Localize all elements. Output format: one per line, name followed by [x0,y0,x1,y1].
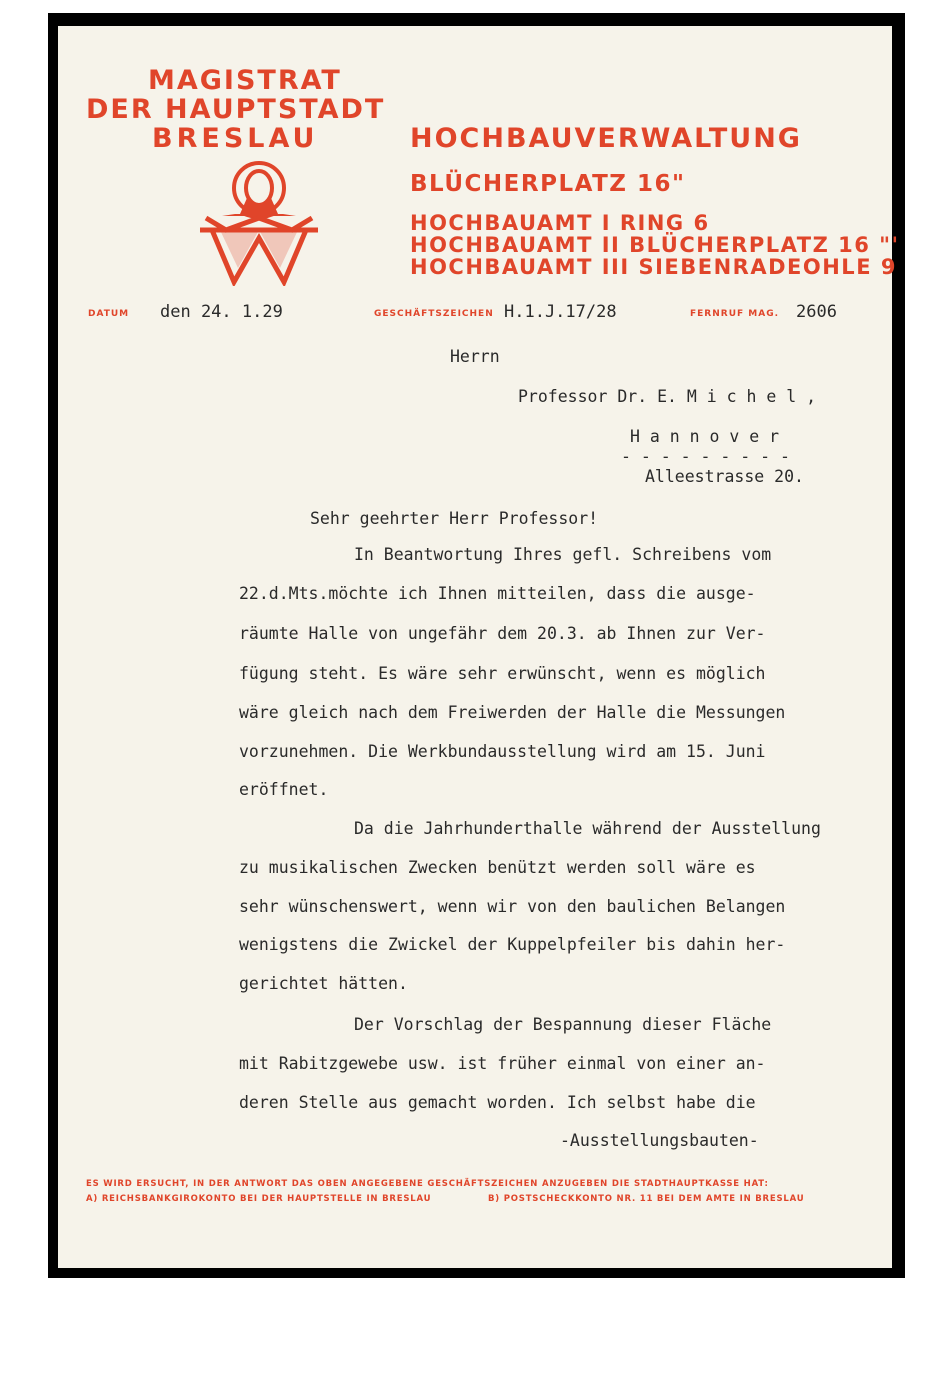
recipient-name: Professor Dr. E. M i c h e l , [518,387,817,406]
body-line: wäre gleich nach dem Freiwerden der Halle die Messungen [239,703,786,722]
body-line: eröffnet. [239,780,329,799]
body-line: Der Vorschlag der Bespannung dieser Fläche [354,1015,772,1034]
body-line: wenigstens die Zwickel der Kuppelpfeiler bis dahin her- [239,935,786,954]
recipient-city: H a n n o v e r [630,427,780,446]
body-line: Da die Jahrhunderthalle während der Ausstellung [354,819,821,838]
recipient-street: Alleestrasse 20. [645,467,804,486]
footer-bank-account: A) REICHSBANKGIROKONTO BEI DER HAUPTSTELLE IN BRESLAU [86,1194,432,1204]
body-line: gerichtet hätten. [239,974,408,993]
body-line: sehr wünschenswert, wenn wir von den baulichen Belangen [239,897,786,916]
letter-greeting: Sehr geehrter Herr Professor! [310,509,599,528]
recipient-salutation: Herrn [450,347,500,366]
recipient-city-underline: - - - - - - - - - [621,447,790,466]
body-line: deren Stelle aus gemacht worden. Ich selbst habe die [239,1093,756,1112]
body-line: zu musikalischen Zwecken benützt werden soll wäre es [239,858,756,877]
reference-value: H.1.J.17/28 [504,302,617,322]
letterhead-line2: DER HAUPTSTADT [86,94,386,125]
reference-label: GESCHÄFTSZEICHEN [374,309,494,319]
letterhead-line1: MAGISTRAT [148,65,342,96]
date-label: DATUM [88,309,130,319]
letterhead-line3: BRESLAU [152,123,319,154]
phone-value: 2606 [796,302,837,322]
letterhead-amt2: HOCHBAUAMT II BLÜCHERPLATZ 16 "' [410,233,900,257]
city-emblem-logo-icon [198,158,320,286]
body-line: In Beantwortung Ihres gefl. Schreibens vom [354,545,772,564]
letterhead-address: BLÜCHERPLATZ 16" [410,171,686,197]
letterhead-amt1: HOCHBAUAMT I RING 6 [410,211,710,235]
letterhead-amt3: HOCHBAUAMT III SIEBENRADEOHLE 9 [410,255,897,279]
body-line: mit Rabitzgewebe usw. ist früher einmal von einer an- [239,1054,766,1073]
body-line: vorzunehmen. Die Werkbundausstellung wird am 15. Juni [239,742,766,761]
footer-note: ES WIRD ERSUCHT, IN DER ANTWORT DAS OBEN ANGEGEBENE GESCHÄFTSZEICHEN ANZUGEBEN DIE STADTHAUPTKASSE HAT: [86,1179,769,1189]
body-line: 22.d.Mts.möchte ich Ihnen mitteilen, dass die ausge- [239,584,756,603]
letterhead-office: HOCHBAUVERWALTUNG [410,123,802,154]
body-line: fügung steht. Es wäre sehr erwünscht, wenn es möglich [239,664,766,683]
footer-postal-account: B) POSTSCHECKKONTO NR. 11 BEI DEM AMTE IN BRESLAU [488,1194,805,1204]
catchword: -Ausstellungsbauten- [560,1131,759,1150]
phone-label: FERNRUF MAG. [690,309,780,319]
body-line: räumte Halle von ungefähr dem 20.3. ab Ihnen zur Ver- [239,624,766,643]
date-value: den 24. 1.29 [160,302,283,322]
